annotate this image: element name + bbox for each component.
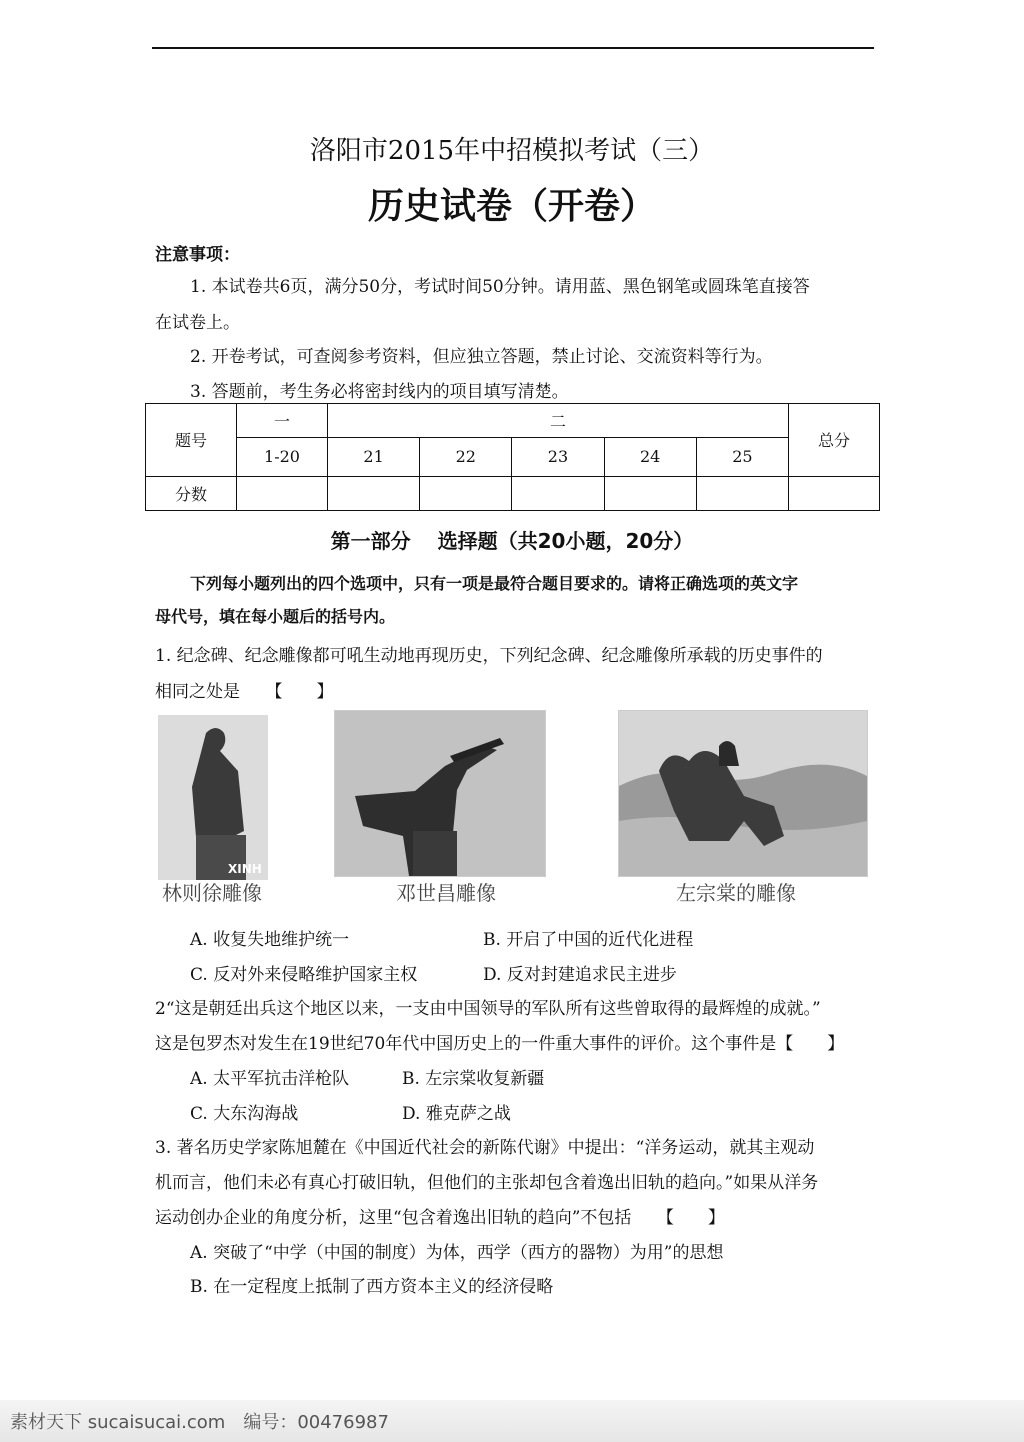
score-cell[interactable]: [512, 476, 604, 510]
q3-option-a[interactable]: A. 突破了“中学（中国的制度）为体，西学（西方的器物）为用”的思想: [190, 1243, 724, 1263]
score-table: [145, 403, 880, 511]
note-3: 3. 答题前，考生务必将密封线内的项目填写清楚。: [190, 382, 569, 402]
lin-zexu-statue-image: [158, 715, 268, 880]
q2-stem-cont: 这是包罗杰对发生在19世纪70年代中国历史上的一件重大事件的评价。这个事件是【 】: [155, 1034, 845, 1054]
score-cell[interactable]: [604, 476, 696, 510]
note-1: 1. 本试卷共6页，满分50分，考试时间50分钟。请用蓝、黑色钢笔或圆珠笔直接答: [190, 277, 810, 297]
header-part-two: 二: [328, 404, 789, 438]
header-total: 总分: [789, 404, 880, 477]
q3-stem-cont-1: 机而言，他们未必有真心打破旧轨，但他们的主张却包含着逸出旧轨的趋向。”如果从洋务: [155, 1173, 819, 1193]
score-cell[interactable]: [237, 476, 328, 510]
watermark-bar: [0, 1400, 1024, 1442]
caption-deng-shichang: 邓世昌雕像: [396, 881, 496, 905]
col-24: 24: [604, 438, 696, 476]
q2-option-b[interactable]: B. 左宗棠收复新疆: [402, 1069, 545, 1089]
q1-option-b[interactable]: B. 开启了中国的近代化进程: [483, 930, 694, 950]
col-21: 21: [328, 438, 420, 476]
q3-stem-cont-2: 运动创办企业的角度分析，这里“包含着逸出旧轨的趋向”不包括 【 】: [155, 1208, 725, 1228]
q1-option-d[interactable]: D. 反对封建追求民主进步: [483, 965, 677, 985]
q1-stem: 1. 纪念碑、纪念雕像都可吼生动地再现历史，下列纪念碑、纪念雕像所承载的历史事件的: [155, 646, 823, 666]
q3-stem: 3. 著名历史学家陈旭麓在《中国近代社会的新陈代谢》中提出：“洋务运动，就其主观动: [155, 1138, 815, 1158]
caption-zuo-zongtang: 左宗棠的雕像: [676, 881, 796, 905]
deng-shichang-statue-image: [334, 710, 546, 877]
q2-stem: 2“这是朝廷出兵这个地区以来，一支由中国领导的军队所有这些曾取得的最辉煌的成就。”: [155, 999, 821, 1019]
q2-option-a[interactable]: A. 太平军抗击洋枪队: [190, 1069, 350, 1089]
q1-option-a[interactable]: A. 收复失地维护统一: [190, 930, 350, 950]
section-instruction-cont: 母代号，填在每小题后的括号内。: [155, 607, 396, 626]
notes-heading: 注意事项：: [155, 245, 240, 265]
score-cell[interactable]: [420, 476, 512, 510]
q2-option-d[interactable]: D. 雅克萨之战: [402, 1104, 511, 1124]
q1-option-c[interactable]: C. 反对外来侵略维护国家主权: [190, 965, 418, 985]
photo-watermark-text: XINH: [228, 862, 262, 876]
score-cell[interactable]: [328, 476, 420, 510]
section-title: 第一部分 选择题（共20小题，20分）: [330, 529, 694, 553]
top-rule: [152, 47, 874, 49]
note-2: 2. 开卷考试，可查阅参考资料，但应独立答题，禁止讨论、交流资料等行为。: [190, 347, 773, 367]
caption-lin-zexu: 林则徐雕像: [162, 881, 262, 905]
col-25: 25: [696, 438, 788, 476]
zuo-zongtang-statue-image: [618, 710, 868, 877]
note-1-cont: 在试卷上。: [155, 313, 240, 333]
watermark-text: 素材天下 sucaisucai.com 编号：00476987: [10, 1412, 389, 1433]
q1-stem-cont: 相同之处是 【 】: [155, 682, 334, 702]
section-instruction: 下列每小题列出的四个选项中，只有一项是最符合题目要求的。请将正确选项的英文字: [190, 574, 799, 593]
col-23: 23: [512, 438, 604, 476]
score-cell[interactable]: [696, 476, 788, 510]
q3-option-b[interactable]: B. 在一定程度上抵制了西方资本主义的经济侵略: [190, 1277, 554, 1297]
label-score: 分数: [146, 476, 237, 510]
exam-title: 洛阳市2015年中招模拟考试（三）: [309, 136, 715, 166]
col-22: 22: [420, 438, 512, 476]
q2-option-c[interactable]: C. 大东沟海战: [190, 1104, 299, 1124]
label-question-no: 题号: [146, 404, 237, 477]
paper-title: 历史试卷（开卷）: [367, 186, 656, 227]
score-cell[interactable]: [789, 476, 880, 510]
header-part-one: 一: [237, 404, 328, 438]
col-1-20: 1-20: [237, 438, 328, 476]
